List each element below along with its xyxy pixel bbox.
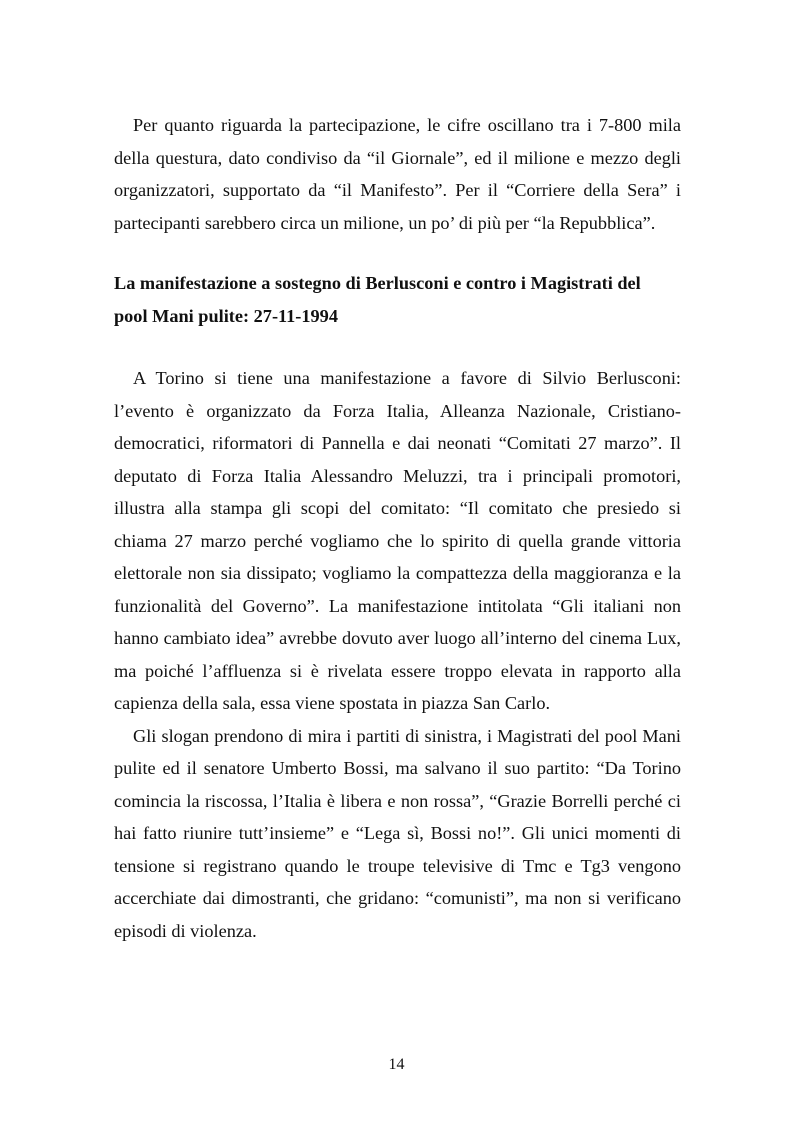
spacer [114,332,681,362]
section-heading: La manifestazione a sostegno di Berlusconi e contro i Magistrati del pool Mani pulite: 27-11-1994 [114,273,641,326]
paragraph-torino: A Torino si tiene una manifestazione a favore di Silvio Berlusconi: l’evento è organizzato da Forza Italia, Alleanza Nazionale, Cristiano-democratici, riformatori di Pannella e dai neonati “Comitati 27 marzo”. Il deputato di Forza Italia Alessandro Meluzzi, tra i principali promotori, illustra alla stampa gli scopi del comitato: “Il comitato che presiedo si chiama 27 marzo perché vogliamo che lo spirito di quella grande vittoria elettorale non sia dissipato; vogliamo la compattezza della maggioranza e la funzionalità del Governo”. La manifestazione intitolata “Gli italiani non hanno cambiato idea” avrebbe dovuto aver luogo all’interno del cinema Lux, ma poiché l’affluenza si è rivelata essere troppo elevata in rapporto alla capienza della sala, essa viene spostata in piazza San Carlo. [114,368,681,713]
paragraph-participation: Per quanto riguarda la partecipazione, le cifre oscillano tra i 7-800 mila della questura, dato condiviso da “il Giornale”, ed il milione e mezzo degli organizzatori, supportato da “il Manifesto”. Per il “Corriere della Sera” i partecipanti sarebbero circa un milione, un po’ di più per “la Repubblica”. [114,115,681,233]
spacer [114,239,681,267]
page-body [114,109,681,947]
paragraph-slogans: Gli slogan prendono di mira i partiti di sinistra, i Magistrati del pool Mani pulite ed il senatore Umberto Bossi, ma salvano il suo partito: “Da Torino comincia la riscossa, l’Italia è libera e non rossa”, “Grazie Borrelli perché ci hai fatto riunire tutt’insieme” e “Lega sì, Bossi no!”. Gli unici momenti di tensione si registrano quando le troupe televisive di Tmc e Tg3 vengono accerchiate dai dimostranti, che gridano: “comunisti”, ma non si verificano episodi di violenza. [114,725,681,941]
page-number: 14 [388,1056,405,1073]
